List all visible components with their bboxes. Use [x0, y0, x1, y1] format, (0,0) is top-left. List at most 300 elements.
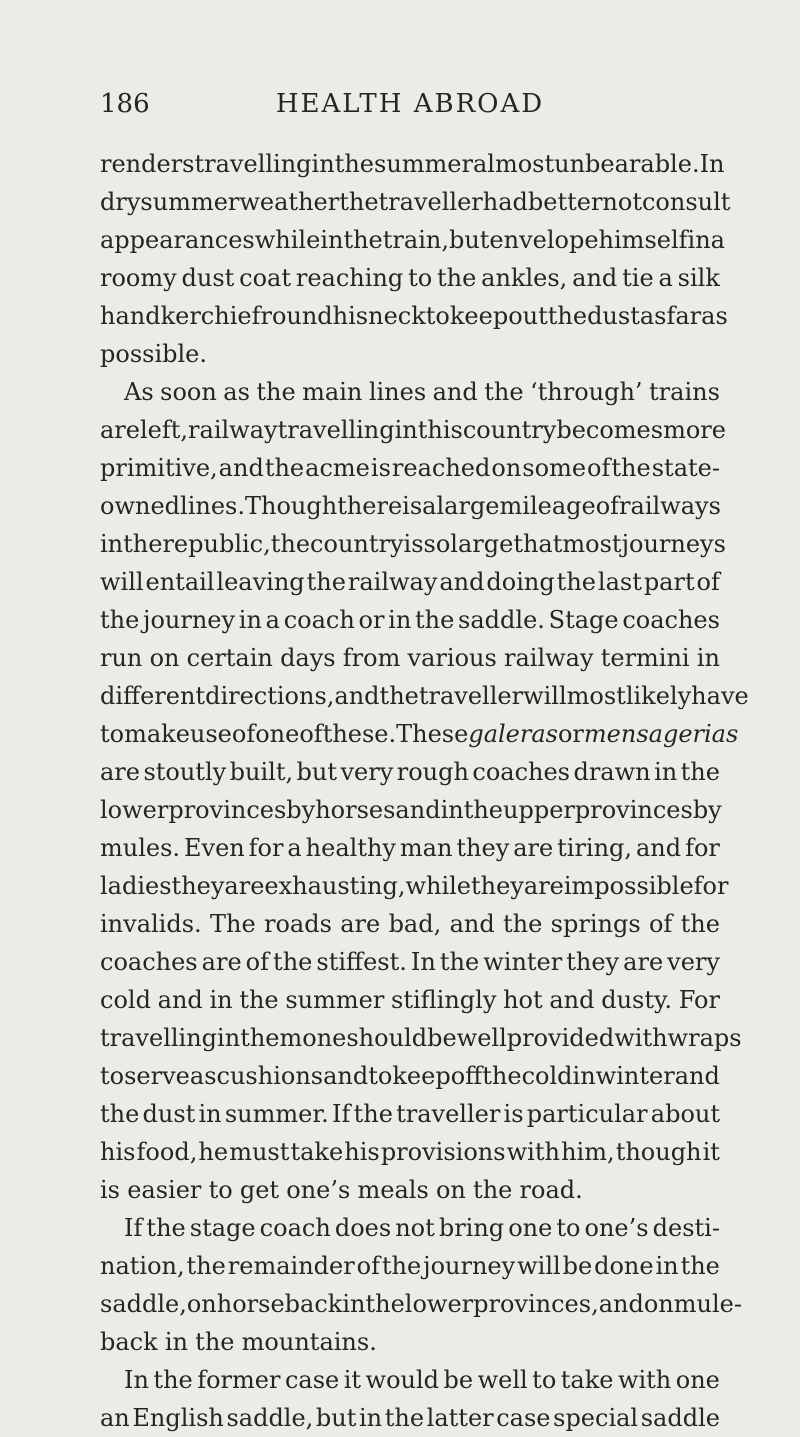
word: very	[340, 758, 394, 786]
word: as	[189, 1062, 217, 1090]
text-line	[100, 1247, 720, 1285]
word: but	[448, 226, 490, 254]
word: of	[299, 720, 323, 748]
word: well	[456, 1024, 507, 1052]
word: to	[208, 1176, 233, 1204]
word: as	[701, 302, 728, 330]
word: becomes	[556, 416, 664, 444]
word: provinces	[168, 796, 287, 824]
word: nation,	[100, 1252, 185, 1280]
word: run	[100, 644, 143, 672]
word: the	[100, 606, 140, 634]
word: and	[334, 682, 380, 710]
word: to	[100, 1062, 125, 1090]
text-line	[100, 335, 720, 373]
word: to	[368, 1062, 393, 1090]
word: railway	[347, 568, 438, 596]
word: coaches	[472, 758, 570, 786]
word: that	[513, 530, 563, 558]
word: meals	[357, 1176, 429, 1204]
word: the	[270, 530, 311, 558]
text-line	[100, 943, 720, 981]
word: keep	[449, 302, 509, 330]
word: not	[602, 188, 642, 216]
text-line	[100, 297, 728, 335]
word: this	[417, 416, 463, 444]
word: If	[124, 1214, 143, 1242]
word: so	[423, 530, 451, 558]
text-line	[100, 1285, 742, 1323]
text-line	[100, 1133, 720, 1171]
word: for	[248, 834, 284, 862]
word: provided	[506, 1024, 615, 1052]
word: coaches	[100, 948, 198, 976]
word: one’s	[286, 1176, 351, 1204]
word: dusty.	[601, 986, 672, 1014]
word: better	[527, 188, 603, 216]
word: or	[358, 606, 385, 634]
word: built,	[229, 758, 294, 786]
word: the	[365, 1290, 405, 1318]
word: will	[100, 568, 144, 596]
word: and	[218, 454, 264, 482]
word: journey	[143, 606, 236, 634]
word: the	[186, 1252, 226, 1280]
word: of	[595, 492, 620, 520]
word: take	[560, 1366, 614, 1394]
word: roads	[264, 910, 332, 938]
word: railway	[188, 416, 278, 444]
word: and	[395, 796, 441, 824]
word: in	[359, 1404, 383, 1432]
word: on	[186, 1290, 217, 1318]
word: is	[503, 1100, 524, 1128]
word: summer.	[224, 1100, 329, 1128]
word: winter	[483, 948, 563, 976]
word: the	[379, 682, 419, 710]
word: a	[287, 834, 302, 862]
word: the	[153, 1366, 193, 1394]
word: drawn	[573, 758, 651, 786]
word: or	[557, 720, 584, 748]
page-number: 186	[100, 89, 150, 119]
word: traveller	[378, 188, 483, 216]
word: in	[198, 1100, 222, 1128]
word: on	[149, 644, 180, 672]
word: latter	[426, 1404, 494, 1432]
word: easier	[127, 1176, 202, 1204]
word: the	[482, 1062, 522, 1090]
word: silk	[677, 264, 720, 292]
word: lines	[368, 378, 427, 406]
word: The	[210, 910, 256, 938]
word: with	[614, 1024, 668, 1052]
word: main	[302, 378, 363, 406]
word: exhausting,	[264, 872, 406, 900]
word: with	[506, 1138, 560, 1166]
word: trains	[649, 378, 720, 406]
text-line	[100, 145, 725, 183]
word: in	[572, 1062, 596, 1090]
word: impossible	[563, 872, 694, 900]
word: tiring,	[557, 834, 633, 862]
word: very	[667, 948, 720, 976]
word: ankles,	[481, 264, 568, 292]
word: summer	[374, 150, 473, 178]
word: handkerchief	[100, 302, 261, 330]
word: for	[685, 834, 720, 862]
word: by	[692, 796, 722, 824]
text-line	[100, 715, 739, 753]
word: keep	[392, 1062, 451, 1090]
word: neck	[368, 302, 426, 330]
word: possible.	[100, 340, 207, 368]
word: certain	[186, 644, 273, 672]
word: travelling	[277, 416, 395, 444]
word: it	[343, 1366, 362, 1394]
word: ladies	[100, 872, 172, 900]
word: large	[436, 492, 500, 520]
word: the	[195, 1328, 235, 1356]
text-line	[100, 183, 731, 221]
word: but	[315, 1404, 357, 1432]
word: travelling	[194, 150, 312, 178]
word: soon	[160, 378, 217, 406]
word: well	[477, 1366, 528, 1394]
word: republic,	[162, 530, 271, 558]
word: round	[260, 302, 333, 330]
word: leaving	[216, 568, 305, 596]
text-line	[100, 677, 749, 715]
text-line	[100, 411, 726, 449]
word: directions,	[205, 682, 335, 710]
word: coaches	[622, 606, 720, 634]
word: desti-	[652, 1214, 720, 1242]
text-line	[100, 639, 720, 677]
word: from	[342, 644, 401, 672]
text-line	[100, 1323, 720, 1361]
word: acme	[305, 454, 370, 482]
word: dry	[100, 188, 141, 216]
word: hot	[503, 986, 543, 1014]
word: are	[201, 948, 242, 976]
word: envelope	[489, 226, 599, 254]
text-line	[100, 259, 720, 297]
word: the	[463, 796, 504, 824]
word: part	[643, 568, 695, 596]
word: lines.	[180, 492, 245, 520]
word: in	[655, 1252, 679, 1280]
word: in	[217, 1024, 241, 1052]
text-line	[100, 1361, 720, 1399]
word: the	[680, 1252, 720, 1280]
text-line	[100, 867, 729, 905]
word: stoutly	[143, 758, 227, 786]
word: by	[286, 796, 316, 824]
word: are	[100, 758, 140, 786]
word: unbearable.	[554, 150, 700, 178]
word: in	[394, 416, 418, 444]
word: of	[587, 454, 611, 482]
word: invalids.	[100, 910, 202, 938]
word: be	[443, 1366, 474, 1394]
word: train,	[382, 226, 449, 254]
word: to	[100, 720, 125, 748]
word: mountains.	[241, 1328, 377, 1356]
word: had	[482, 188, 528, 216]
text-line	[100, 905, 720, 943]
word: the	[680, 910, 720, 938]
word: the	[611, 454, 651, 482]
word: appearances	[100, 226, 255, 254]
word: and	[674, 1062, 720, 1090]
word: and	[449, 910, 495, 938]
word: man	[399, 834, 453, 862]
text-line	[100, 373, 720, 411]
word: entail	[145, 568, 215, 596]
word: winter	[595, 1062, 675, 1090]
word: country	[310, 530, 404, 558]
word: renders	[100, 150, 195, 178]
text-line	[100, 1019, 742, 1057]
word: If	[332, 1100, 351, 1128]
word: one	[255, 720, 300, 748]
word: to	[408, 264, 433, 292]
word: mule-	[673, 1290, 742, 1318]
word: though	[615, 1138, 702, 1166]
text-line	[100, 525, 726, 563]
word: the	[256, 378, 296, 406]
word: saddle.	[458, 606, 545, 634]
word: particular	[526, 1100, 648, 1128]
word: coach	[283, 606, 355, 634]
word: in	[342, 1290, 366, 1318]
text-line	[100, 601, 720, 639]
word: the	[680, 758, 720, 786]
word: saddle,	[226, 1404, 314, 1432]
word: they	[456, 834, 510, 862]
word: and	[157, 986, 203, 1014]
word: on	[491, 454, 522, 482]
word: dust	[142, 1100, 196, 1128]
word: the	[339, 188, 379, 216]
word: English	[132, 1404, 224, 1432]
word: a	[710, 226, 725, 254]
word: serve	[124, 1062, 190, 1090]
word: the	[381, 1252, 422, 1280]
word: of	[648, 910, 673, 938]
word: and	[432, 378, 478, 406]
word: likely	[625, 682, 692, 710]
word: and	[598, 1290, 644, 1318]
word: more	[663, 416, 726, 444]
word: of	[356, 1252, 380, 1280]
word: for	[693, 872, 729, 900]
word: some	[522, 454, 587, 482]
word: large	[450, 530, 514, 558]
word: traveller	[396, 1100, 501, 1128]
word: ‘through’	[530, 378, 643, 406]
word: springs	[550, 910, 641, 938]
word: various	[407, 644, 497, 672]
word: dust	[587, 302, 640, 330]
word: and	[549, 986, 595, 1014]
word: is	[403, 530, 424, 558]
word: have	[691, 682, 749, 710]
word: horseback	[216, 1290, 343, 1318]
word: Even	[183, 834, 245, 862]
word: in	[100, 530, 124, 558]
word: in	[687, 226, 711, 254]
word: the	[273, 948, 313, 976]
word: the	[353, 1100, 393, 1128]
word: are	[523, 872, 564, 900]
word: food,	[136, 1138, 198, 1166]
word: it	[702, 1138, 720, 1166]
word: saddle	[640, 1404, 720, 1432]
word: to	[556, 1214, 581, 1242]
word: lower	[100, 796, 169, 824]
word: the	[439, 948, 480, 976]
word: rough	[396, 758, 469, 786]
word: is	[100, 1176, 120, 1204]
word: left,	[139, 416, 189, 444]
word: about	[650, 1100, 720, 1128]
word: lower	[404, 1290, 474, 1318]
word: primitive,	[100, 454, 218, 482]
word: as	[223, 378, 250, 406]
word: is	[402, 492, 423, 520]
running-title: HEALTH ABROAD	[275, 89, 545, 119]
word: one	[508, 1214, 553, 1242]
word: cold	[521, 1062, 573, 1090]
word: reaching	[295, 264, 404, 292]
word: days	[280, 644, 336, 672]
text-line	[100, 487, 720, 525]
word: dust	[181, 264, 235, 292]
word: former	[197, 1366, 281, 1394]
word: cushions	[216, 1062, 324, 1090]
word: while	[254, 226, 321, 254]
word: the	[415, 606, 455, 634]
word: get	[239, 1176, 280, 1204]
word: and	[635, 834, 682, 862]
word: in	[311, 150, 335, 178]
word: to	[532, 1366, 557, 1394]
word: reached	[391, 454, 491, 482]
word: they	[471, 872, 524, 900]
text-line	[100, 563, 720, 601]
word: but	[296, 758, 338, 786]
word: the	[123, 530, 163, 558]
word: journeys	[621, 530, 726, 558]
word: most	[562, 530, 622, 558]
word: are	[513, 834, 554, 862]
word: tie	[622, 264, 654, 292]
word: galeras	[468, 720, 558, 748]
word: saddle,	[100, 1290, 187, 1318]
word: they	[566, 948, 620, 976]
word: weather	[239, 188, 340, 216]
word: wraps	[667, 1024, 742, 1052]
word: travelling	[100, 1024, 218, 1052]
word: the	[334, 150, 374, 178]
word: with	[617, 1366, 672, 1394]
word: provisions	[380, 1138, 506, 1166]
word: last	[597, 568, 642, 596]
text-line	[100, 829, 720, 867]
word: and	[439, 568, 485, 596]
word: special	[553, 1404, 639, 1432]
word: far	[666, 302, 702, 330]
word: the	[146, 1214, 186, 1242]
word: are	[100, 416, 140, 444]
word: of	[696, 568, 720, 596]
word: owned	[100, 492, 181, 520]
word: one’s	[584, 1214, 649, 1242]
word: journey	[423, 1252, 516, 1280]
word: doing	[486, 568, 555, 596]
word: country	[462, 416, 557, 444]
word: they	[171, 872, 225, 900]
word: are	[623, 948, 664, 976]
word: the	[473, 1176, 513, 1204]
word: cold	[100, 986, 151, 1014]
word: be	[427, 1024, 457, 1052]
word: one	[302, 1024, 347, 1052]
word: state-	[651, 454, 720, 482]
word: there	[337, 492, 403, 520]
word: summer	[285, 986, 385, 1014]
word: in	[164, 1328, 188, 1356]
word: are	[224, 872, 265, 900]
word: himself	[598, 226, 688, 254]
word: case	[284, 1366, 340, 1394]
word: termini	[600, 644, 690, 672]
word: on	[435, 1176, 466, 1204]
word: his	[332, 302, 369, 330]
word: provinces	[574, 796, 693, 824]
word: case	[496, 1404, 551, 1432]
word: in	[654, 758, 678, 786]
word: would	[365, 1366, 440, 1394]
word: mensagerias	[583, 720, 739, 748]
word: as	[639, 302, 667, 330]
word: In	[699, 150, 725, 178]
word: coat	[239, 264, 291, 292]
word: the	[306, 568, 346, 596]
word: coach	[259, 1214, 331, 1242]
body-text	[100, 145, 749, 1437]
word: him,	[561, 1138, 615, 1166]
word: the	[239, 986, 279, 1014]
word: his	[344, 1138, 380, 1166]
word: a	[422, 492, 437, 520]
word: the	[484, 378, 524, 406]
word: must	[229, 1138, 290, 1166]
word: and	[323, 1062, 369, 1090]
word: in	[209, 986, 233, 1014]
word: in	[320, 226, 344, 254]
word: remainder	[227, 1252, 355, 1280]
running-head	[100, 82, 720, 126]
word: the	[343, 226, 383, 254]
word: not	[395, 1214, 435, 1242]
word: while	[405, 872, 472, 900]
word: a	[658, 264, 673, 292]
word: will	[523, 682, 567, 710]
word: In	[410, 948, 436, 976]
